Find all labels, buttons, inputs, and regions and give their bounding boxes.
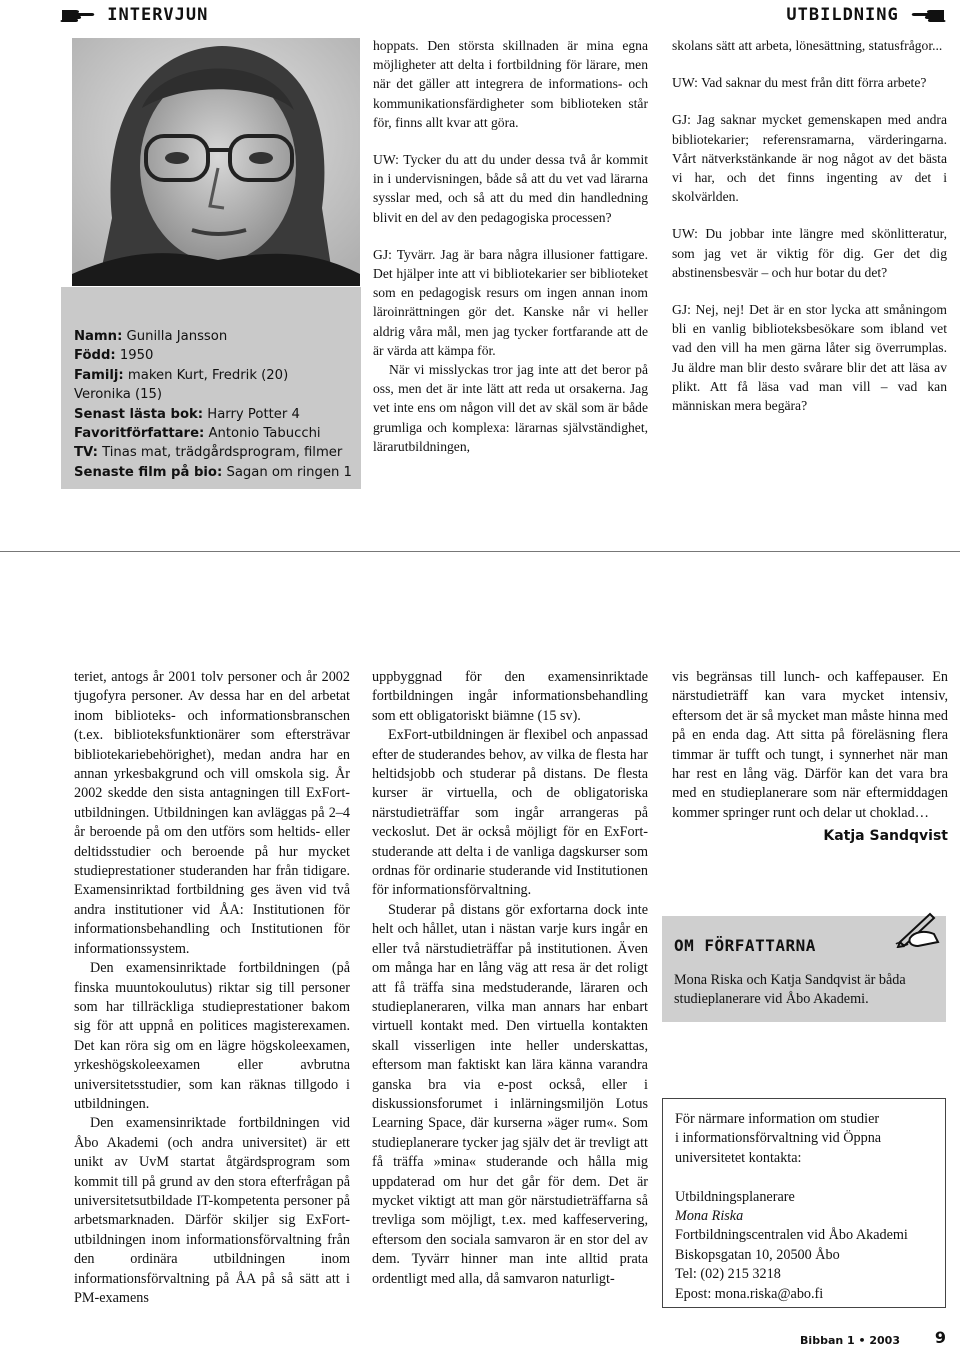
answer: GJ: Nej, nej! Det är en stor lycka att småningom bli en vanlig biblioteksbesökare som ibland vet vad den vill ha men gärna låter sig överrumplas. Ju äldre man blir desto svårare blir det att läsa av plikt. Att få läsa vad man vill – vad kan människan mera begära? [672, 302, 947, 414]
about-authors-title: OM FÖRFATTARNA [674, 936, 816, 955]
article-column-2 [372, 668, 648, 1289]
fact-value: Antonio Tabucchi [204, 426, 321, 442]
fact-row-tv [74, 443, 351, 462]
info-line: Biskopsgatan 10, 20500 Åbo [675, 1246, 840, 1263]
fact-row-favorite-author [74, 424, 351, 443]
portrait-illustration [72, 38, 360, 286]
phone-line: Tel: (02) 215 3218 [675, 1266, 781, 1283]
paragraph: uppbyggnad för den examensinriktade fortbildningen ingår informationsbehandling som ett obligatoriskt biämne (15 sv). [372, 669, 648, 724]
section-label-right-text: UTBILDNING [786, 5, 899, 25]
writing-hand-icon [894, 908, 940, 948]
interview-column-3 [672, 36, 947, 415]
fact-row-last-book [74, 405, 351, 424]
info-line: universitetet kontakta: [675, 1149, 802, 1166]
fact-value: Veronika (15) [74, 387, 163, 403]
article-column-3 [672, 668, 948, 847]
article-column-1 [74, 668, 350, 1308]
info-line: För närmare information om studier [675, 1111, 880, 1127]
answer: skolans sätt att arbeta, lönesättning, statusfrågor... [672, 38, 943, 53]
paragraph: hoppats. Den största skillnaden är mina egna möjligheter att delta i fortbildning för lärare, men när det gäller att integrera de informations- och kommunikationsfärdigheter som biblioteken står för, finns allt kvar att göra. [373, 38, 648, 130]
fact-label: Senast lästa bok: [74, 406, 204, 422]
answer: GJ: Jag saknar mycket gemenskapen med andra bibliotekarier; referensramarna, värderingarna. Vårt nätverkstänkande är nog något av det bästa vi har, och det finns ingenting av det i skolvärlden. [672, 112, 947, 205]
fact-value: 1950 [115, 348, 154, 364]
page-number: 9 [934, 1328, 946, 1347]
section-label-left-text: INTERVJUN [107, 5, 209, 25]
paragraph: Den examensinriktade fortbildningen (på finska muuntokoulutus) riktar sig till personer som har tillräckliga studieprestationer bakom sig för att uppnå en politices magisterexamen. Det kan röra sig om en lägre högskoleexamen, yrkeshögskoleexamen eller avbrutna universitetsstudier, som kan räknas tillgodo i utbildningen. [74, 960, 350, 1112]
section-divider [0, 551, 960, 552]
section-label-left [60, 4, 208, 26]
contact-info-box [662, 1098, 946, 1308]
info-line: i informationsförvaltning vid Öppna [675, 1130, 882, 1147]
profile-fact-box [61, 287, 361, 489]
fact-label: Favoritförfattare: [74, 426, 205, 442]
section-label-right [786, 4, 946, 26]
portrait-photo [72, 38, 360, 286]
fact-label: Namn: [74, 329, 123, 344]
fact-value: Sagan om ringen 1 [222, 464, 352, 480]
fact-label: Familj: [74, 367, 124, 383]
interview-column-2 [373, 36, 648, 456]
info-line: Fortbildningscentralen vid Åbo Akademi [675, 1227, 908, 1244]
about-authors-box [662, 916, 946, 1022]
fact-row-born [74, 346, 351, 365]
fact-row-name [74, 327, 351, 346]
issue-label: Bibban 1 • 2003 [800, 1334, 900, 1347]
paragraph: Den examensinriktade fortbildningen vid Åbo Akademi (och andra universitet) är ett unikt av UvM startat åtgärdsprogram som kommit till på grund av den stora efterfrågan på universitetsutbildade IT-kompetenta personer på arbetsmarknaden. Därför skiljer sig ExFort-utbildningen inom informationsförvaltning från den ordinära utbildningen inom informationsförvaltning på ÅA på så sätt att i PM-examens [74, 1115, 350, 1306]
pointing-hand-icon [60, 5, 96, 23]
email-line: Epost: mona.riska@abo.fi [675, 1285, 824, 1302]
fact-row-last-film [74, 463, 351, 482]
fact-value: maken Kurt, Fredrik (20) [123, 367, 289, 383]
fact-row-family [74, 366, 351, 385]
question: UW: Tycker du att du under dessa två år kommit in i undervisningen, både så att du vet vad lärarna sysslar med, och så att du med din handledning blivit en del av den pedagogiska processen? [373, 152, 648, 225]
info-line: Utbildningsplanerare [675, 1188, 795, 1205]
pointing-hand-icon [910, 5, 946, 23]
paragraph: När vi misslyckas tror jag inte att det beror på oss, men det är inte lätt att reda ut orsakerna. Jag vet inte ens om någon vill det av skäl som är både grumliga och komplexa: lärarnas självständighet, lärarutbildningen, [373, 362, 648, 454]
fact-label: TV: [74, 445, 98, 461]
fact-value: Harry Potter 4 [203, 406, 300, 422]
paragraph: vis begränsas till lunch- och kaffepauser. En närstudieträff kan vara mycket intensiv, eftersom det är så mycket man måste hinna med på en enda dag. Att sitta på föreläsning flera timmar är tufft och tungt, i synnerhet när man har rest en lång väg. Därför kan det vara bra med en studieplanerare som när eftermiddagen kommer springer runt och delar ut choklad… [672, 669, 948, 821]
question: UW: Vad saknar du mest från ditt förra arbete? [672, 75, 927, 91]
contact-name: Mona Riska [675, 1208, 744, 1225]
paragraph: ExFort-utbildningen är flexibel och anpassad efter de studerandes behov, av vilka de flesta har heltidsjobb och studerar på distans. De flesta kurser är virtuella, och de obligatoriska närstudieträffar som ingår arrangeras på veckoslut. Det är också möjligt för en ExFort-studerande att delta i de vanliga dagskurser som ordnas för ordinarie studerande vid Institutionen för informationsförvaltning. [372, 727, 649, 899]
paragraph: Studerar på distans gör exfortarna dock inte helt och hållet, utan i nästan varje kurs ingår en eller två närstudieträffar på institutionen. Även om många har en lång väg att resa är det roligt att få träffa sina medstuderande, läraren och studieplaneraren, vilka man annars har enbart virtuell kontakt med. Den virtuella kontakten skall visserligen inte heller underskattas, eftersom man faktiskt kan lära känna varandra ganska bra via e-post också, eller i diskussionsforumet i inlärningsmiljön Lotus Learning Space, där kurserna »äger rum«. Som studieplanerare tycker jag själv det är trevligt att få träffa »mina« studerande och hålla mig uppdaterad om hur det går för dem. Det är mycket viktigt att man gör närstudieträffarna så trevliga som möjligt, t.ex. med kaffeservering, eftersom den sociala samvaron är en stor del av dem. Tyvärr hinner man inte alltid prata ordentligt med alla, då samvaron naturligt- [372, 901, 648, 1287]
fact-label: Född: [74, 348, 116, 364]
fact-label: Senaste film på bio: [74, 464, 223, 480]
about-authors-text: Mona Riska och Katja Sandqvist är båda studieplanerare vid Åbo Akademi. [674, 972, 906, 1008]
paragraph: teriet, antogs år 2001 tolv personer och år 2002 tjugofyra personer. Av dessa har en del arbetat inom biblioteks- och informationsbranschen (t.ex. biblioteksfunktionärer som eftersträvar bibliotekariebehörighet), medan andra har en annan yrkesbakgrund och vill omskola sig. År 2002 skedde den sista antagningen till ExFort-utbildningen. Utbildningen kan avläggas på 2–4 år beroende på om den utförs som heltids- eller deltidsstudier och beroende på hur mycket studieprestationer studeranden har från tidigare. Examensinriktad fortbildning ges även vid två andra institutioner vid ÅA: Institutionen för informationsbehandling och Institutionen för informationssystem. [74, 669, 350, 957]
fact-value: Gunilla Jansson [122, 329, 228, 344]
fact-value: Tinas mat, trädgårdsprogram, filmer [97, 445, 343, 461]
author-signature: Katja Sandqvist [823, 828, 948, 845]
question: UW: Du jobbar inte längre med skönlitteratur, som jag vet är viktig för dig. Ger det dig abstinensbesvär – och hur botar du det? [672, 226, 947, 280]
answer: GJ: Tyvärr. Jag är bara några illusioner fattigare. Det hjälper inte att vi bibliotekarier ser biblioteket som en pedagogisk resurs om ingen annan inom läroinrättningen gör det. Kanske når vi heller aldrig våra mål, men jag tycker fortfarande att de är värda att kämpa för. [373, 246, 648, 358]
fact-row-family-cont [74, 385, 351, 404]
